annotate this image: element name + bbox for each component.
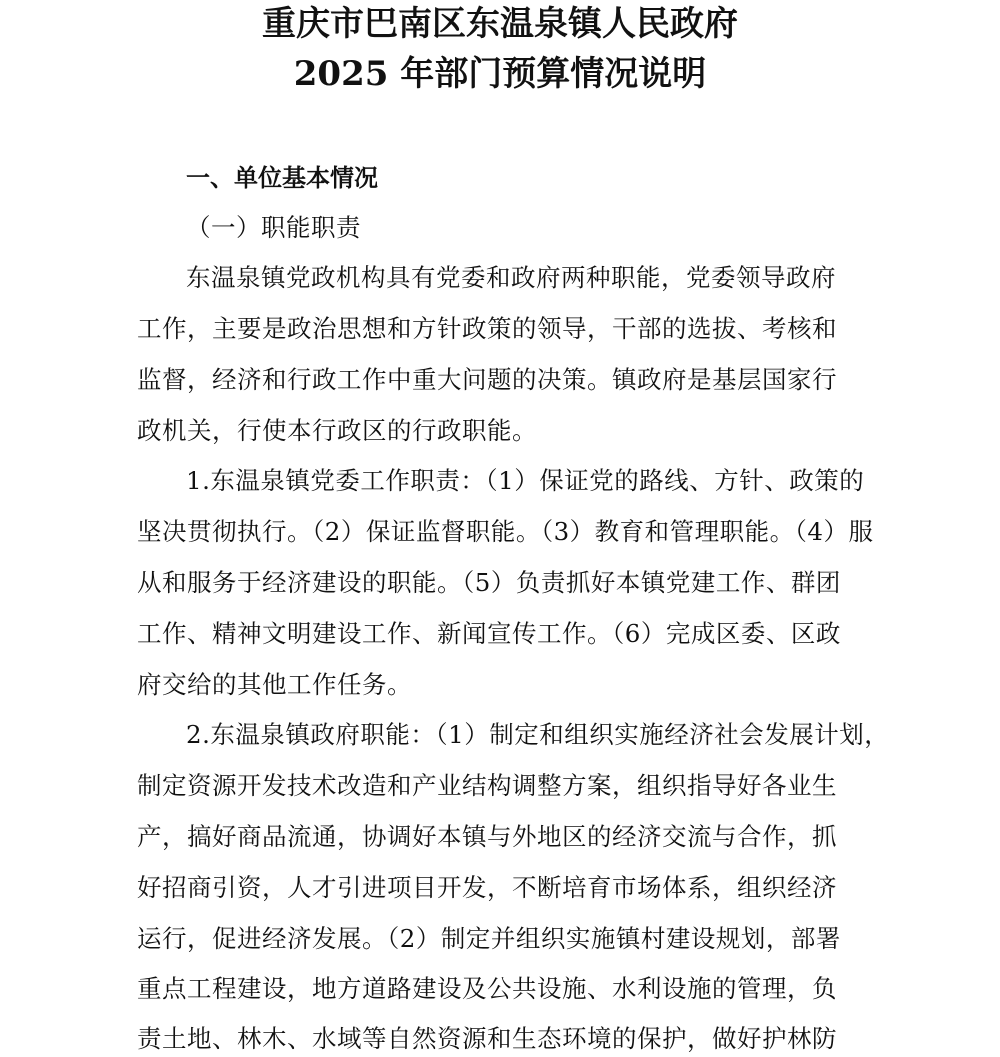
paragraph-line: 2.东温泉镇政府职能：（1）制定和组织实施经济社会发展计划， xyxy=(186,720,890,749)
paragraph-line: 制定资源开发技术改造和产业结构调整方案，组织指导好各业生 xyxy=(137,771,837,800)
paragraph-line: 东温泉镇党政机构具有党委和政府两种职能，党委领导政府 xyxy=(186,263,836,292)
paragraph-line: 好招商引资，人才引进项目开发，不断培育市场体系，组织经济 xyxy=(137,873,837,902)
document-title-line-2: 2025 年部门预算情况说明 xyxy=(293,54,707,94)
paragraph-line: 政机关，行使本行政区的行政职能。 xyxy=(137,416,537,445)
paragraph-line: 1.东温泉镇党委工作职责：（1）保证党的路线、方针、政策的 xyxy=(186,466,865,495)
section-heading: 一、单位基本情况 xyxy=(186,164,378,192)
paragraph-line: 工作、精神文明建设工作、新闻宣传工作。（6）完成区委、区政 xyxy=(137,619,841,648)
paragraph-line: 重点工程建设，地方道路建设及公共设施、水利设施的管理，负 xyxy=(137,974,837,1003)
paragraph-line: 责土地、林木、水域等自然资源和生态环境的保护，做好护林防 xyxy=(137,1024,837,1053)
paragraph-line: 监督，经济和行政工作中重大问题的决策。镇政府是基层国家行 xyxy=(137,365,837,394)
document-title-line-1: 重庆市巴南区东温泉镇人民政府 xyxy=(262,4,738,44)
paragraph-line: 工作，主要是政治思想和方针政策的领导，干部的选拔、考核和 xyxy=(137,314,837,343)
subsection-heading: （一）职能职责 xyxy=(186,213,361,242)
paragraph-line: 运行，促进经济发展。（2）制定并组织实施镇村建设规划，部署 xyxy=(137,924,841,953)
paragraph-line: 坚决贯彻执行。（2）保证监督职能。（3）教育和管理职能。（4）服 xyxy=(137,517,874,546)
paragraph-line: 产，搞好商品流通，协调好本镇与外地区的经济交流与合作，抓 xyxy=(137,822,837,851)
paragraph-line: 府交给的其他工作任务。 xyxy=(137,670,412,699)
paragraph-line: 从和服务于经济建设的职能。（5）负责抓好本镇党建工作、群团 xyxy=(137,568,841,597)
